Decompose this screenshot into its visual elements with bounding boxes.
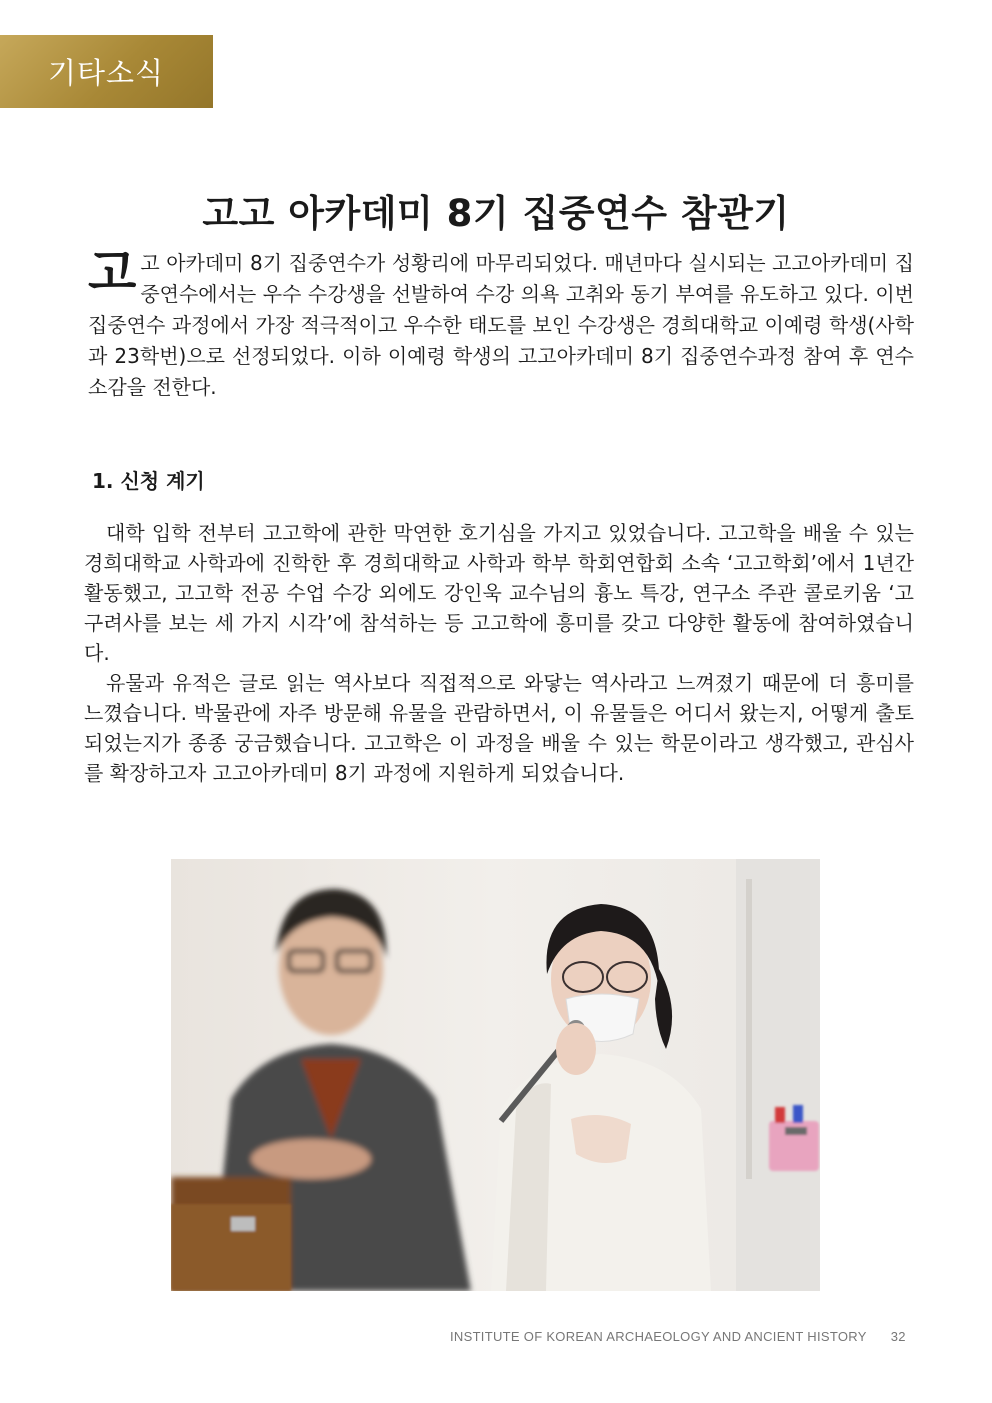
section-heading: 1. 신청 계기 [92,469,205,493]
section-tab-label: 기타소식 [48,56,165,90]
drop-cap: 고 [88,244,137,302]
body-paragraph: 대학 입학 전부터 고고학에 관한 막연한 호기심을 가지고 있었습니다. 고고학을 배울 수 있는 경희대학교 사학과에 진학한 후 경희대학교 사학과 학부 학회연합회 소속 ‘고고학회’에서 1년간 활동했고, 고고학 전공 수업 수강 외에도 강인욱 교수님의 흉노 특강, 연구소 주관 콜로키움 ‘고구려사를 보는 세 가지 시각’에 참석하는 등 고고학에 흥미를 갖고 다양한 활동에 참여하였습니다. [84,521,914,665]
section-tab [0,35,213,108]
lead-text: 고 아카데미 8기 집중연수가 성황리에 마무리되었다. 매년마다 실시되는 고고아카데미 집중연수에서는 우수 수강생을 선발하여 수강 의욕 고취와 동기 부여를 유도하고 있다. 이번 집중연수 과정에서 가장 적극적이고 우수한 태도를 보인 수강생은 경희대학교 이예령 학생(사학과 23학번)으로 선정되었다. 이하 이예령 학생의 고고아카데미 8기 집중연수과정 참여 후 연수 소감을 전한다. [88,251,914,399]
page-title: 고고 아카데미 8기 집중연수 참관기 [202,192,790,235]
photo-illustration [171,859,820,1291]
footer-institute: INSTITUTE OF KOREAN ARCHAEOLOGY AND ANCIENT HISTORY [450,1329,867,1344]
event-photo [171,859,820,1291]
body-paragraph: 유물과 유적은 글로 읽는 역사보다 직접적으로 와닿는 역사라고 느껴졌기 때문에 더 흥미를 느꼈습니다. 박물관에 자주 방문해 유물을 관람하면서, 이 유물들은 어디서 왔는지, 어떻게 출토되었는지가 종종 궁금했습니다. 고고학은 이 과정을 배울 수 있는 학문이라고 생각했고, 관심사를 확장하고자 고고아카데미 8기 과정에 지원하게 되었습니다. [84,671,914,785]
section-body [84,518,914,788]
footer [450,1329,906,1344]
page-number: 32 [890,1329,906,1344]
lead-paragraph [88,244,914,403]
